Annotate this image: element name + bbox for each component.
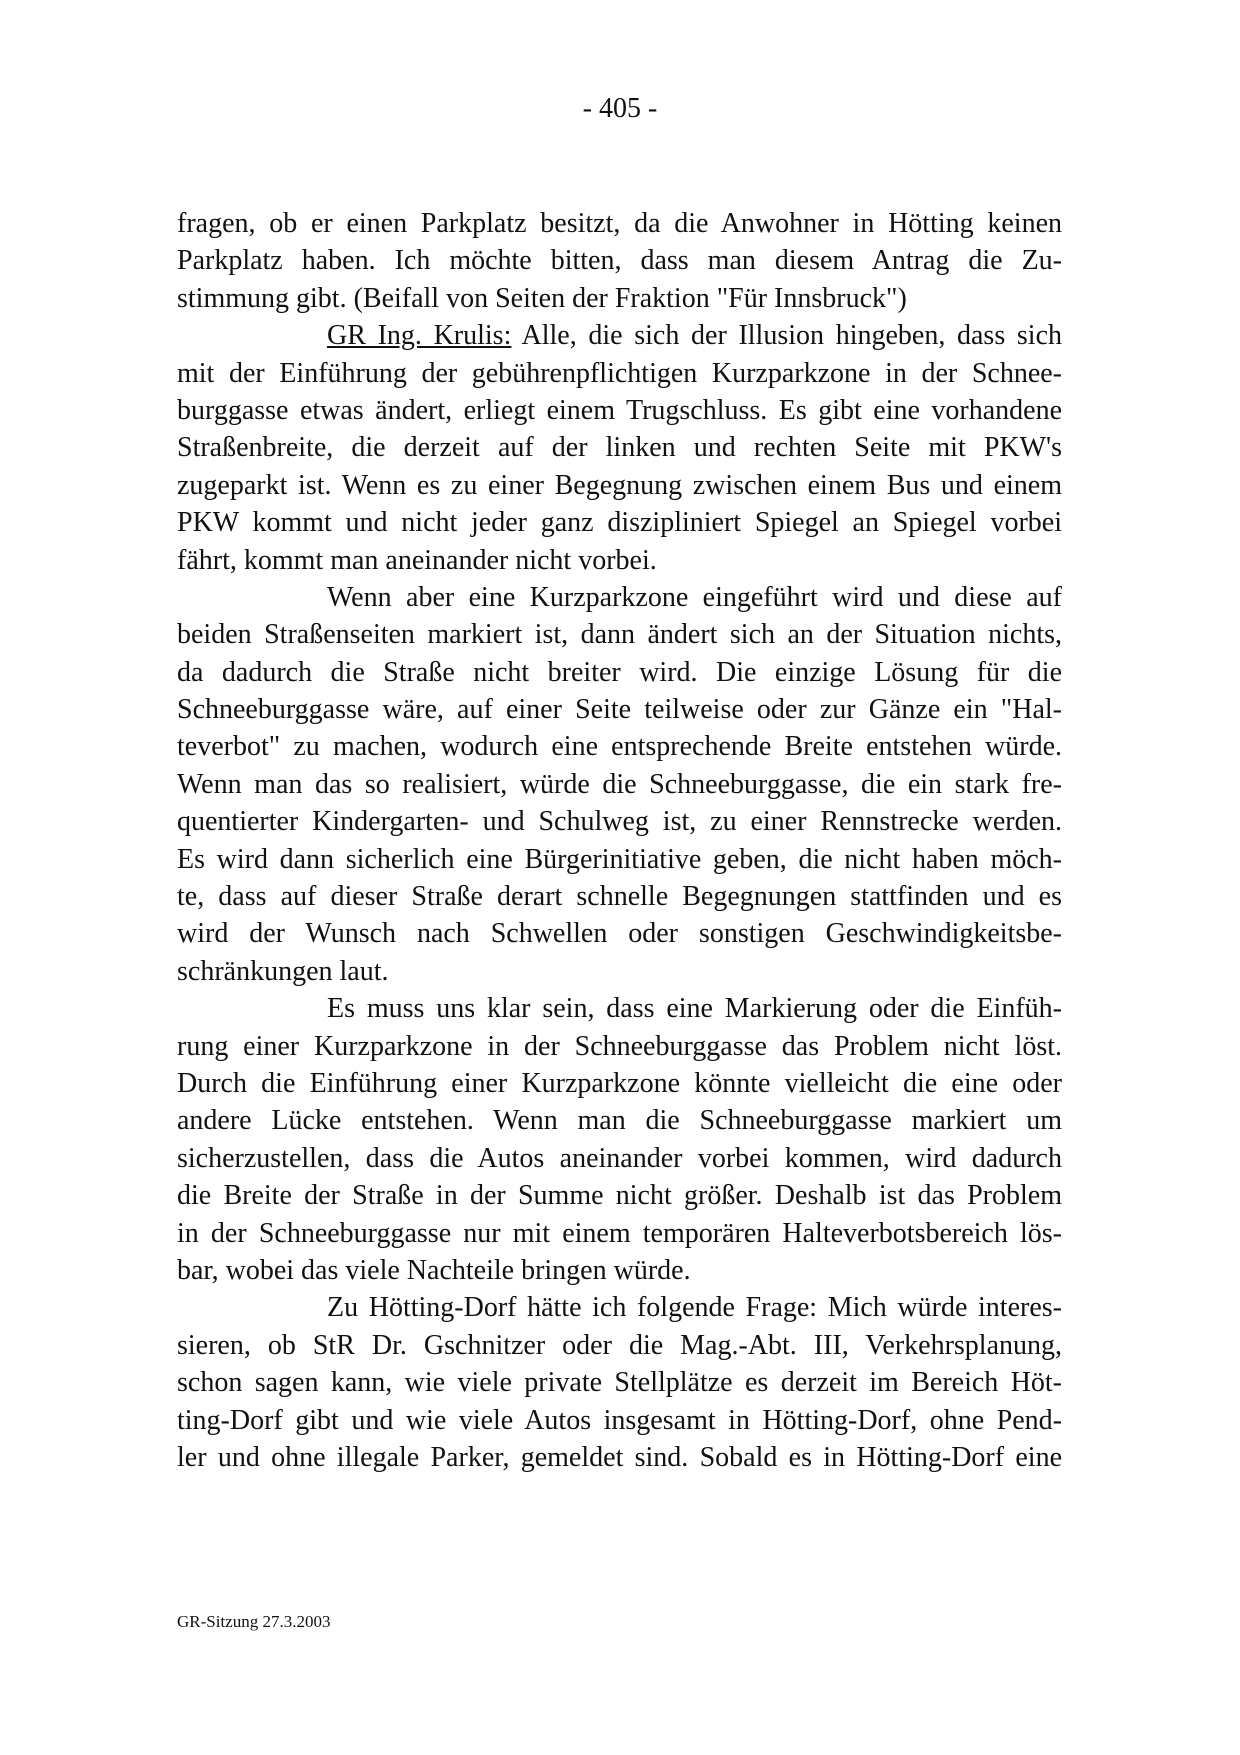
text-line: Durch die Einführung einer Kurzparkzone könnte vielleicht die eine oder	[177, 1067, 1062, 1099]
page-number: - 405 -	[582, 93, 658, 124]
paragraph-start-line: Zu Hötting-Dorf hätte ich folgende Frage: Mich würde interes-	[327, 1292, 1062, 1324]
text-line: mit der Einführung der gebührenpflichtigen Kurzparkzone in der Schnee-	[177, 357, 1062, 389]
text-line: sieren, ob StR Dr. Gschnitzer oder die Mag.-Abt. III, Verkehrsplanung,	[177, 1329, 1062, 1361]
text-line: Es wird dann sicherlich eine Bürgerinitiative geben, die nicht haben möch-	[177, 843, 1062, 875]
speaker-name: GR Ing. Krulis:	[327, 320, 512, 352]
text-line: ting-Dorf gibt und wie viele Autos insgesamt in Hötting-Dorf, ohne Pend-	[177, 1404, 1062, 1436]
text-line: beiden Straßenseiten markiert ist, dann ändert sich an der Situation nichts,	[177, 619, 1062, 651]
text-line: rung einer Kurzparkzone in der Schneeburggasse das Problem nicht löst.	[177, 1030, 1062, 1062]
speaker-line	[177, 317, 1062, 354]
speaker-statement: Alle, die sich der Illusion hingeben, dass sich	[511, 320, 1063, 352]
text-line: burggasse etwas ändert, erliegt einem Trugschluss. Es gibt eine vorhandene	[177, 394, 1062, 426]
text-line: fragen, ob er einen Parkplatz besitzt, da die Anwohner in Hötting keinen	[177, 208, 1062, 239]
paragraph-start-line: Es muss uns klar sein, dass eine Markierung oder die Einfüh-	[327, 993, 1062, 1025]
text-line: te, dass auf dieser Straße derart schnelle Begegnungen stattfinden und es	[177, 881, 1062, 913]
text-line: PKW kommt und nicht jeder ganz diszipliniert Spiegel an Spiegel vorbei	[177, 507, 1062, 539]
text-line: stimmung gibt. (Beifall von Seiten der Fraktion "Für Innsbruck")	[177, 282, 907, 314]
paragraph-start-line: Wenn aber eine Kurzparkzone eingeführt wird und diese auf	[327, 581, 1062, 613]
text-line: andere Lücke entstehen. Wenn man die Schneeburggasse markiert um	[177, 1105, 1062, 1137]
text-line: Straßenbreite, die derzeit auf der linken und rechten Seite mit PKW's	[177, 432, 1062, 464]
text-line: Wenn man das so realisiert, würde die Schneeburggasse, die ein stark fre-	[177, 768, 1062, 800]
text-line: sicherzustellen, dass die Autos aneinander vorbei kommen, wird dadurch	[177, 1142, 1062, 1174]
text-line: bar, wobei das viele Nachteile bringen würde.	[177, 1254, 691, 1286]
text-line: teverbot" zu machen, wodurch eine entsprechende Breite entstehen würde.	[177, 731, 1062, 763]
footer-session-date: GR-Sitzung 27.3.2003	[177, 1612, 331, 1631]
text-line: da dadurch die Straße nicht breiter wird. Die einzige Lösung für die	[177, 656, 1062, 688]
text-line: wird der Wunsch nach Schwellen oder sonstigen Geschwindigkeitsbe-	[177, 918, 1062, 950]
body-text	[177, 205, 1062, 1476]
text-line: in der Schneeburggasse nur mit einem temporären Halteverbotsbereich lös-	[177, 1217, 1062, 1249]
text-line: Schneeburggasse wäre, auf einer Seite teilweise oder zur Gänze ein "Hal-	[177, 694, 1062, 726]
text-line: ler und ohne illegale Parker, gemeldet sind. Sobald es in Hötting-Dorf eine	[177, 1441, 1062, 1473]
text-line: fährt, kommt man aneinander nicht vorbei.	[177, 544, 657, 576]
text-line: die Breite der Straße in der Summe nicht größer. Deshalb ist das Problem	[177, 1180, 1062, 1212]
text-line: schon sagen kann, wie viele private Stellplätze es derzeit im Bereich Höt-	[177, 1367, 1062, 1399]
text-line: schränkungen laut.	[177, 955, 389, 987]
text-line: Parkplatz haben. Ich möchte bitten, dass man diesem Antrag die Zu-	[177, 245, 1062, 277]
text-line: quentierter Kindergarten- und Schulweg ist, zu einer Rennstrecke werden.	[177, 806, 1062, 838]
text-line: zugeparkt ist. Wenn es zu einer Begegnung zwischen einem Bus und einem	[177, 469, 1062, 501]
